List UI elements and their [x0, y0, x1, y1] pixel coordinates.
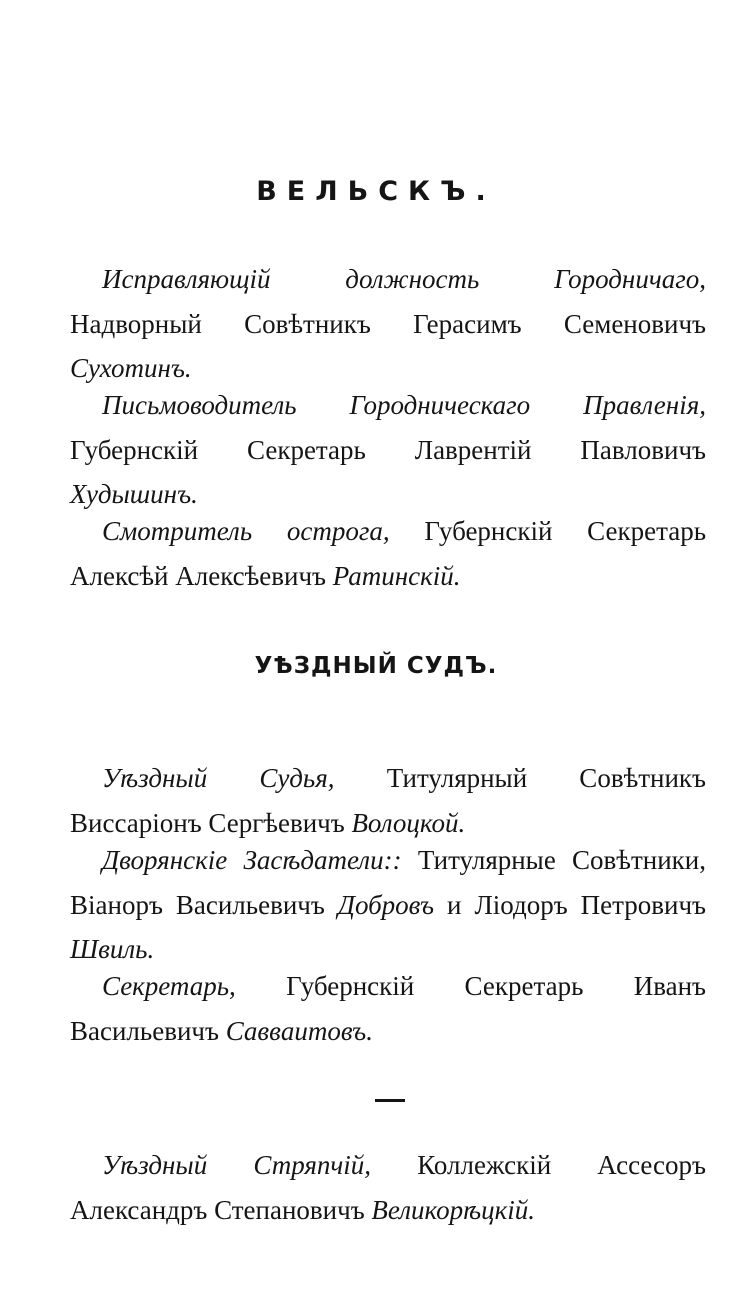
entry-text: Титулярный Совѣтникъ Виссаріонъ Сергѣевичъ	[70, 763, 707, 838]
entry-stryapchiy	[70, 1143, 706, 1232]
page-title: ВЕЛЬСКЪ.	[256, 176, 496, 207]
entry-text: Губернскій Секретарь Лаврентій Павловичъ	[70, 434, 706, 465]
entry-surname: Великорѣцкій.	[371, 1194, 535, 1225]
entry-role: Письмоводитель Городническаго Правленія,	[102, 390, 706, 420]
entry-role: Уѣздный Судья,	[102, 763, 335, 793]
entry-text: Титулярные Совѣтники, Віаноръ Васильевичъ	[70, 845, 706, 920]
entry-text: Коллежскій Ассесоръ Александръ Степановичъ	[70, 1150, 707, 1225]
entry-surname: Добровъ	[337, 889, 435, 920]
separator-dash	[375, 1099, 405, 1102]
entry-sekretar	[70, 964, 706, 1053]
entry-conjunction: и Ліодоръ Петровичъ	[447, 889, 706, 920]
entry-role: Уѣздный Стряпчій,	[102, 1150, 372, 1180]
entry-role: Секретарь,	[102, 971, 236, 1001]
entry-surname: Сухотинъ.	[70, 353, 192, 383]
section-heading-court: УѢЗДНЫЙ СУДЪ.	[254, 653, 498, 679]
entry-surname-2: Швиль.	[70, 934, 155, 964]
entry-pismovoditel	[70, 383, 706, 517]
entry-text: Губернскій Секретарь Иванъ Васильевичъ	[70, 971, 707, 1046]
entry-surname: Саввaитовъ.	[225, 1015, 373, 1046]
entry-surname: Худышинъ.	[70, 479, 198, 509]
entry-text: Надворный Совѣтникъ Герасимъ Семеновичъ	[70, 308, 706, 339]
entry-text: Губернскій Секретарь Алексѣй Алексѣевичъ	[70, 516, 707, 591]
entry-surname: Волоцкой.	[351, 807, 466, 838]
entry-gorodnichiy	[70, 257, 706, 391]
entry-sudya	[70, 756, 706, 845]
entry-role: Смотритель острога,	[102, 516, 390, 546]
entry-surname: Ратинскій.	[332, 560, 461, 591]
entry-role: Дворянскіе Засѣдатели::	[102, 845, 402, 875]
entry-smotritel	[70, 509, 706, 598]
entry-zasedateli	[70, 838, 706, 972]
entry-role: Исправляющій должность Городничаго,	[102, 264, 706, 294]
